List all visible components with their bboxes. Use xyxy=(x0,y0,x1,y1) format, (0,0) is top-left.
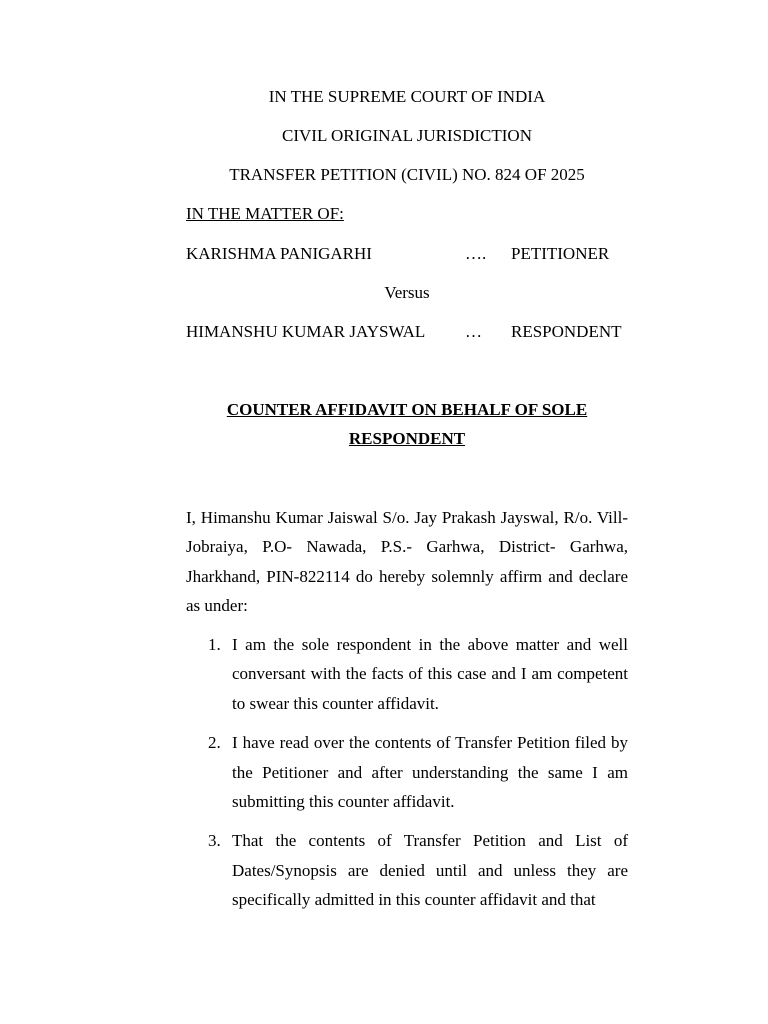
petition-number: TRANSFER PETITION (CIVIL) NO. 824 OF 2025 xyxy=(229,165,585,184)
numbered-list xyxy=(186,630,628,925)
affidavit-title-line2: RESPONDENT xyxy=(348,429,466,448)
court-name: IN THE SUPREME COURT OF INDIA xyxy=(268,87,546,106)
list-item-text: I am the sole respondent in the above matter and well conversant with the facts of this case and I am competent to swear this counter affidavit. xyxy=(232,635,628,713)
petitioner-dots: …. xyxy=(465,244,487,263)
list-item-number: 2. xyxy=(208,733,221,753)
list-item-text: I have read over the contents of Transfer Petition filed by the Petitioner and after understanding the same I am submitting this counter affidavit. xyxy=(232,733,628,812)
list-item xyxy=(186,728,628,816)
intro-paragraph: I, Himanshu Kumar Jaiswal S/o. Jay Prakash Jayswal, R/o. Vill- Jobraiya, P.O- Nawada, P.S.- Garhwa, District- Garhwa, Jharkhand, PIN-822114 do hereby solemnly affirm and declare as under: xyxy=(186,508,628,616)
petitioner-role: PETITIONER xyxy=(511,244,610,263)
versus: Versus xyxy=(384,283,430,302)
petitioner-name: KARISHMA PANIGARHI xyxy=(186,244,372,263)
list-item-number: 3. xyxy=(208,831,221,851)
list-item xyxy=(186,826,628,914)
affidavit-title-line1: COUNTER AFFIDAVIT ON BEHALF OF SOLE xyxy=(226,400,588,419)
list-item-number: 1. xyxy=(208,635,221,654)
respondent-role: RESPONDENT xyxy=(511,322,622,341)
jurisdiction: CIVIL ORIGINAL JURISDICTION xyxy=(282,126,532,145)
list-item xyxy=(186,630,628,718)
respondent-name: HIMANSHU KUMAR JAYSWAL xyxy=(186,322,426,341)
list-item-text: That the contents of Transfer Petition and List of Dates/Synopsis are denied until and unless they are specifically admitted in this counter affidavit and that xyxy=(232,831,628,910)
matter-heading: IN THE MATTER OF: xyxy=(186,204,344,223)
respondent-dots: … xyxy=(465,322,482,341)
